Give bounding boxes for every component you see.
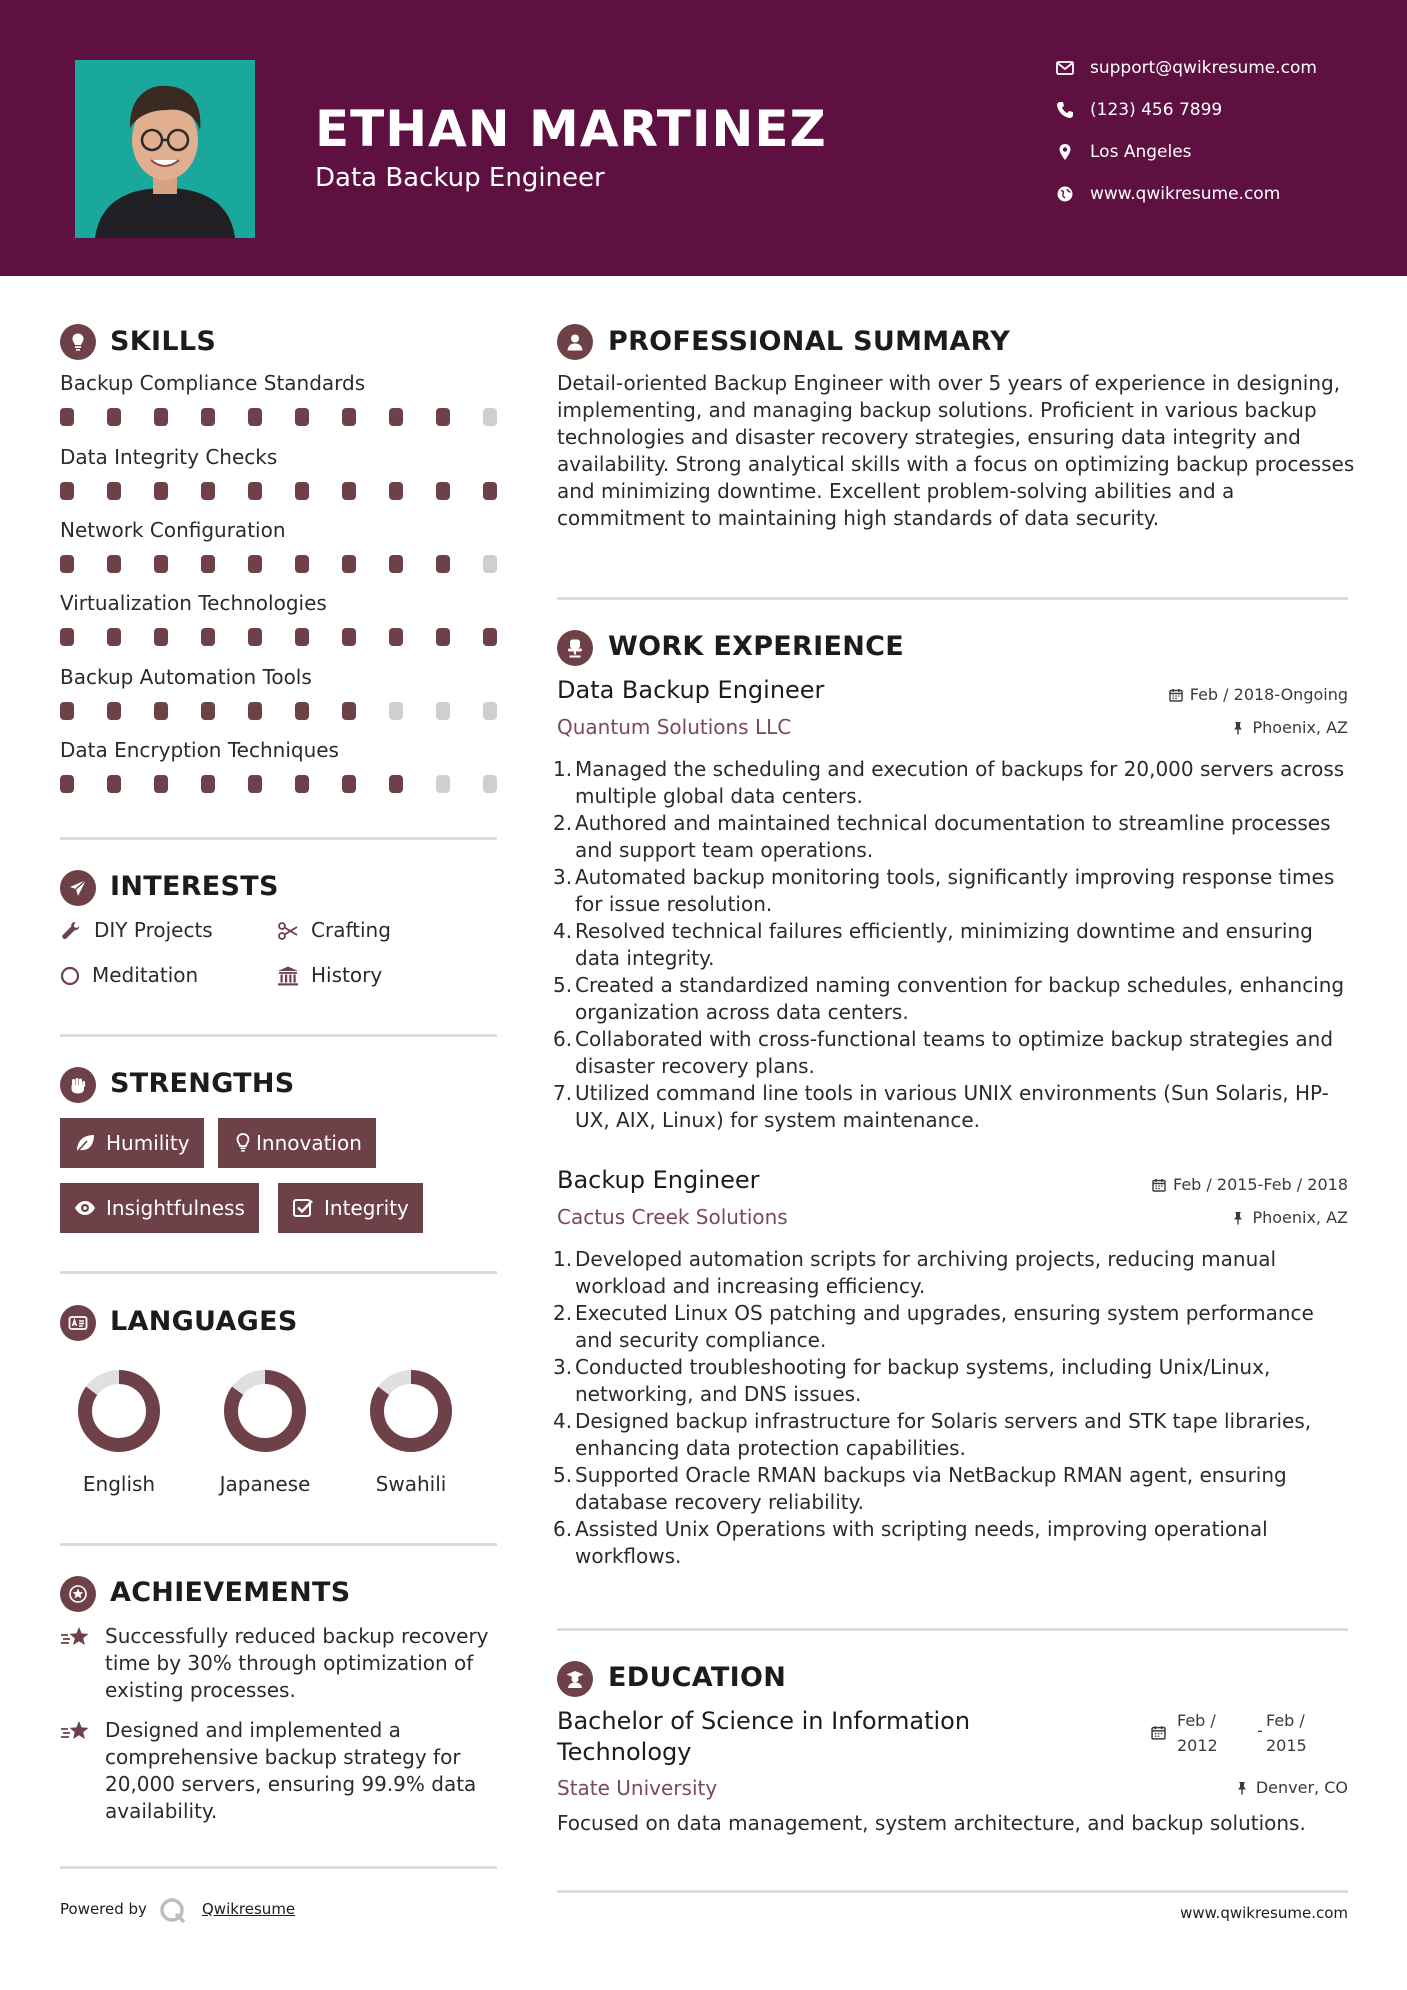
user-icon [565, 332, 585, 352]
summary-text: Detail-oriented Backup Engineer with over 5 years of experience in designing, implementing, and managing backup solutions. Proficient in various backup technologies and disaster recovery strategies, ensuring data integrity and availability. Strong analytical skills with a focus on optimizing backup processes and minimizing downtime. Excellent problem-solving abilities and a commitment to maintaining high standards of data security. [557, 371, 1355, 530]
section-divider [60, 1866, 497, 1869]
skill-dot-filled [60, 555, 74, 573]
contact-website-text: www.qwikresume.com [1090, 184, 1281, 204]
job-bullet [553, 1354, 1357, 1408]
job-dates: Feb / 2018-Ongoing [1169, 685, 1348, 704]
skill-dot-filled [201, 555, 215, 573]
skill-name: Backup Compliance Standards [60, 371, 366, 395]
job-bullet [553, 1080, 1357, 1134]
skill-rating [60, 408, 500, 428]
lightbulb-icon [68, 332, 88, 352]
skill-dot-filled [60, 482, 74, 500]
bullet-text: Resolved technical failures efficiently, minimizing downtime and ensuring data integrity. [575, 919, 1313, 970]
languages-title: LANGUAGES [110, 1306, 298, 1337]
language-name: Swahili [375, 1472, 447, 1496]
bullet-number: 6. [553, 1027, 573, 1051]
bullet-number: 1. [553, 757, 573, 781]
languages-section-icon [60, 1305, 96, 1341]
skill-dot-filled [248, 775, 262, 793]
skill-dot-filled [201, 702, 215, 720]
star-badge-icon [68, 1584, 88, 1604]
skill-dot-filled [389, 408, 403, 426]
candidate-name: ETHAN MARTINEZ [315, 100, 827, 158]
skill-dot-filled [154, 775, 168, 793]
education-description: Focused on data management, system architecture, and backup solutions. [557, 1811, 1306, 1835]
scissors-icon [277, 920, 299, 942]
skill-dot-filled [60, 628, 74, 646]
eye-icon [74, 1197, 96, 1219]
strength-chip: Humility [60, 1118, 204, 1168]
job-bullet [553, 1246, 1357, 1300]
lightbulb-icon [232, 1132, 254, 1154]
skill-rating [60, 482, 500, 502]
bullet-number: 5. [553, 1463, 573, 1487]
job-bullets [553, 756, 1357, 1134]
skill-dot-filled [342, 702, 356, 720]
bullet-text: Designed backup infrastructure for Solaris servers and STK tape libraries, enhancing data protection capabilities. [575, 1409, 1312, 1460]
skill-dot-filled [248, 702, 262, 720]
edu-start-year: 2012 [1177, 1736, 1218, 1755]
section-divider [557, 1628, 1348, 1631]
education-title: EDUCATION [608, 1662, 787, 1693]
contact-location [1055, 140, 1395, 182]
skill-name: Virtualization Technologies [60, 591, 327, 615]
bullet-text: Conducted troubleshooting for backup systems, including Unix/Linux, networking, and DNS issues. [575, 1355, 1271, 1406]
skill-rating [60, 775, 500, 795]
edu-location: Denver, CO [1235, 1778, 1348, 1797]
skill-name: Backup Automation Tools [60, 665, 312, 689]
contact-list [1055, 56, 1395, 224]
office-chair-icon [565, 638, 585, 658]
skill-dot-empty [389, 702, 403, 720]
job-bullet [553, 1026, 1357, 1080]
school-name: State University [557, 1776, 718, 1800]
skill-dot-empty [483, 555, 497, 573]
skill-dot-filled [154, 628, 168, 646]
header-banner [0, 0, 1407, 276]
skill-dot-filled [483, 628, 497, 646]
job-bullet [553, 972, 1357, 1026]
person-portrait-icon [75, 60, 255, 238]
skill-dot-filled [201, 408, 215, 426]
skill-dot-filled [107, 775, 121, 793]
skill-dot-filled [248, 555, 262, 573]
skill-dot-filled [295, 482, 309, 500]
bullet-number: 5. [553, 973, 573, 997]
job-title: Backup Engineer [557, 1166, 760, 1194]
edu-end-year: 2015 [1266, 1736, 1307, 1755]
skills-section-icon [60, 324, 96, 360]
bullet-text: Collaborated with cross-functional teams to optimize backup strategies and disaster recovery plans. [575, 1027, 1334, 1078]
bullet-text: Created a standardized naming convention for backup schedules, enhancing organization across data centers. [575, 973, 1345, 1024]
bullet-text: Assisted Unix Operations with scripting needs, improving operational workflows. [575, 1517, 1268, 1568]
bullet-number: 7. [553, 1081, 573, 1105]
achievements-section-icon [60, 1576, 96, 1612]
skill-dot-filled [342, 555, 356, 573]
skill-dot-filled [342, 628, 356, 646]
check-square-icon [292, 1197, 314, 1219]
skill-dot-empty [483, 775, 497, 793]
skill-rating [60, 555, 500, 575]
experience-section-icon [557, 630, 593, 666]
skill-dot-filled [342, 408, 356, 426]
skill-name: Network Configuration [60, 518, 286, 542]
skill-dot-filled [107, 555, 121, 573]
strengths-title: STRENGTHS [110, 1068, 295, 1099]
skill-dot-filled [60, 775, 74, 793]
job-bullet [553, 810, 1357, 864]
skill-dot-filled [248, 482, 262, 500]
job-bullet [553, 1300, 1357, 1354]
skill-dot-filled [201, 628, 215, 646]
job-location: Phoenix, AZ [1231, 718, 1348, 737]
edu-end-month: Feb / [1266, 1711, 1305, 1730]
language-name: English [82, 1472, 156, 1496]
skill-dot-filled [436, 628, 450, 646]
skill-dot-filled [436, 482, 450, 500]
skill-dot-filled [107, 482, 121, 500]
footer-website[interactable]: www.qwikresume.com [1180, 1904, 1348, 1922]
job-bullet [553, 1408, 1357, 1462]
skill-dot-filled [389, 775, 403, 793]
bullet-number: 1. [553, 1247, 573, 1271]
paper-plane-icon [68, 878, 88, 898]
skill-dot-filled [60, 408, 74, 426]
skill-dot-filled [389, 482, 403, 500]
brand-link[interactable]: Qwikresume [202, 1900, 296, 1918]
job-bullet [553, 864, 1357, 918]
interests-section-icon [60, 870, 96, 906]
contact-phone-text: (123) 456 7899 [1090, 100, 1223, 120]
job-bullet [553, 756, 1357, 810]
skill-dot-filled [154, 482, 168, 500]
interests-title: INTERESTS [110, 871, 279, 902]
bullet-text: Developed automation scripts for archiving projects, reducing manual workload and increasing efficiency. [575, 1247, 1277, 1298]
achievements-title: ACHIEVEMENTS [110, 1577, 351, 1608]
summary-title: PROFESSIONAL SUMMARY [608, 326, 1011, 357]
section-divider [60, 1543, 497, 1546]
pushpin-icon [1231, 721, 1245, 735]
skill-rating [60, 628, 500, 648]
company-name: Cactus Creek Solutions [557, 1205, 788, 1229]
skill-dot-filled [201, 775, 215, 793]
skill-dot-filled [389, 555, 403, 573]
language-name: Japanese [219, 1472, 311, 1496]
skill-dot-filled [295, 702, 309, 720]
skill-dot-filled [201, 482, 215, 500]
skill-dot-filled [154, 408, 168, 426]
bullet-text: Supported Oracle RMAN backups via NetBackup RMAN agent, ensuring database recovery reliability. [575, 1463, 1287, 1514]
wrench-icon [60, 920, 82, 942]
contact-email[interactable] [1055, 56, 1395, 98]
language-ring [368, 1368, 454, 1454]
calendar-icon [1169, 688, 1183, 702]
leaf-icon [74, 1132, 96, 1154]
bullet-number: 4. [553, 1409, 573, 1433]
degree-name: Bachelor of Science in Information Technology [557, 1707, 971, 1766]
skill-dot-empty [436, 702, 450, 720]
shooting-star-icon [60, 1719, 92, 1745]
bullet-number: 6. [553, 1517, 573, 1541]
bullet-number: 4. [553, 919, 573, 943]
profile-photo [75, 60, 255, 238]
skill-dot-filled [389, 628, 403, 646]
job-title: Data Backup Engineer [557, 676, 825, 704]
bullet-text: Automated backup monitoring tools, significantly improving response times for issue resolution. [575, 865, 1335, 916]
skill-dot-empty [483, 408, 497, 426]
edu-start-month: Feb / [1177, 1711, 1216, 1730]
skill-dot-filled [483, 482, 497, 500]
graduate-icon [565, 1669, 585, 1689]
pushpin-icon [1235, 1781, 1249, 1795]
strengths-section-icon [60, 1067, 96, 1103]
shooting-star-icon [60, 1625, 92, 1651]
bullet-text: Utilized command line tools in various UNIX environments (Sun Solaris, HP-UX, AIX, Linux) for system maintenance. [575, 1081, 1329, 1132]
pushpin-icon [1231, 1211, 1245, 1225]
fist-icon [68, 1075, 88, 1095]
experience-title: WORK EXPERIENCE [608, 631, 904, 662]
skill-rating [60, 702, 500, 722]
skill-dot-filled [295, 555, 309, 573]
skill-dot-filled [342, 775, 356, 793]
skill-dot-filled [248, 628, 262, 646]
skill-dot-filled [295, 628, 309, 646]
job-location: Phoenix, AZ [1231, 1208, 1348, 1227]
edu-date-separator: - [1257, 1721, 1263, 1740]
candidate-title: Data Backup Engineer [315, 163, 605, 193]
strength-chip: Insightfulness [60, 1183, 259, 1233]
strength-chip: Innovation [218, 1118, 376, 1168]
skill-dot-empty [483, 702, 497, 720]
skill-dot-filled [342, 482, 356, 500]
summary-section-icon [557, 324, 593, 360]
skill-dot-empty [436, 775, 450, 793]
skill-name: Data Encryption Techniques [60, 738, 339, 762]
globe-icon [1055, 184, 1075, 204]
job-bullet [553, 1516, 1357, 1570]
skill-dot-filled [107, 702, 121, 720]
qwikresume-logo-icon [158, 1896, 188, 1926]
skill-dot-filled [295, 408, 309, 426]
skill-dot-filled [154, 555, 168, 573]
skill-dot-filled [295, 775, 309, 793]
job-bullet [553, 1462, 1357, 1516]
phone-icon [1055, 100, 1075, 120]
bullet-text: Managed the scheduling and execution of backups for 20,000 servers across multiple global data centers. [575, 757, 1345, 808]
bullet-number: 3. [553, 865, 573, 889]
section-divider [60, 1034, 497, 1037]
contact-website[interactable] [1055, 182, 1395, 224]
map-pin-icon [1055, 142, 1075, 162]
job-bullet [553, 918, 1357, 972]
job-dates: Feb / 2015-Feb / 2018 [1152, 1175, 1348, 1194]
skill-dot-filled [436, 555, 450, 573]
powered-by-label: Powered by [60, 1900, 147, 1918]
language-ring [222, 1368, 308, 1454]
skill-dot-filled [107, 408, 121, 426]
section-divider [557, 1890, 1348, 1893]
contact-phone[interactable] [1055, 98, 1395, 140]
calendar-icon [1152, 1178, 1166, 1192]
education-section-icon [557, 1661, 593, 1697]
bullet-number: 2. [553, 811, 573, 835]
job-bullets [553, 1246, 1357, 1570]
skill-dot-filled [248, 408, 262, 426]
skill-dot-filled [154, 702, 168, 720]
section-divider [557, 597, 1348, 600]
strength-chip: Integrity [278, 1183, 423, 1233]
skill-name: Data Integrity Checks [60, 445, 278, 469]
calendar-icon [1151, 1725, 1166, 1740]
skill-dot-filled [60, 702, 74, 720]
section-divider [60, 1271, 497, 1274]
bullet-text: Executed Linux OS patching and upgrades, ensuring system performance and security compliance. [575, 1301, 1314, 1352]
envelope-icon [1055, 58, 1075, 78]
bullet-number: 3. [553, 1355, 573, 1379]
museum-icon [277, 965, 299, 987]
bullet-number: 2. [553, 1301, 573, 1325]
skill-dot-filled [436, 408, 450, 426]
skill-dot-filled [107, 628, 121, 646]
section-divider [60, 837, 497, 840]
language-card-icon [68, 1313, 88, 1333]
skills-title: SKILLS [110, 326, 217, 357]
circle-icon [60, 965, 82, 987]
company-name: Quantum Solutions LLC [557, 715, 792, 739]
contact-location-text: Los Angeles [1090, 142, 1192, 162]
language-ring [76, 1368, 162, 1454]
contact-email-text: support@qwikresume.com [1090, 58, 1317, 78]
bullet-text: Authored and maintained technical documentation to streamline processes and support team operations. [575, 811, 1331, 862]
